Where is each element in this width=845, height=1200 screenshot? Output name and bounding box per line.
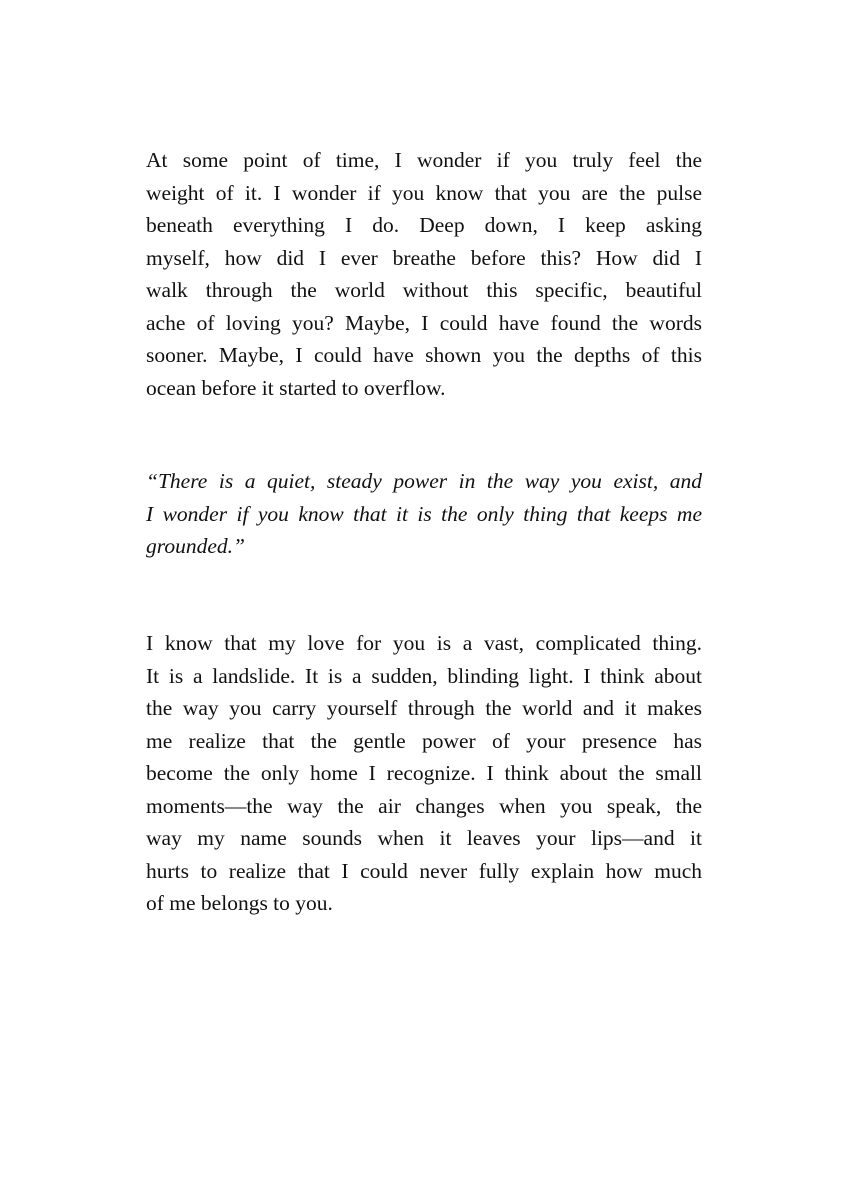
paragraph-2-line: It is a landslide. It is a sudden, blinding light. I think about [146, 663, 702, 688]
paragraph-2-line: hurts to realize that I could never fully explain how much [146, 858, 702, 883]
paragraph-2-line: me realize that the gentle power of your presence has [146, 728, 702, 753]
paragraph-1-line: beneath everything I do. Deep down, I keep asking [146, 213, 702, 237]
paragraph-2-line: the way you carry yourself through the world and it makes [146, 696, 702, 720]
paragraph-2-line: of me belongs to you. [146, 891, 333, 915]
paragraph-2-line: become the only home I recognize. I think about the small [146, 761, 702, 785]
pull-quote-line: “There is a quiet, steady power in the way you exist, and [146, 469, 702, 493]
paragraph-1-line: weight of it. I wonder if you know that you are the pulse [146, 180, 702, 205]
paragraph-2-line: moments—the way the air changes when you speak, the [146, 793, 702, 818]
paragraph-2 [146, 627, 702, 920]
paragraph-2-line: I know that my love for you is a vast, complicated thing. [146, 631, 702, 655]
pull-quote [146, 465, 702, 563]
paragraph-1-line: At some point of time, I wonder if you truly feel the [146, 148, 702, 172]
paragraph-1-line: walk through the world without this specific, beautiful [146, 278, 702, 302]
paragraph-1 [146, 144, 702, 404]
paragraph-1-line: sooner. Maybe, I could have shown you the depths of this [146, 343, 702, 367]
paragraph-2-line: way my name sounds when it leaves your lips—and it [146, 826, 702, 850]
pull-quote-line: grounded.” [146, 534, 245, 558]
paragraph-1-line: ocean before it started to overflow. [146, 375, 446, 400]
paragraph-1-line: myself, how did I ever breathe before this? How did I [146, 245, 702, 270]
pull-quote-line: I wonder if you know that it is the only thing that keeps me [146, 501, 702, 526]
paragraph-1-line: ache of loving you? Maybe, I could have found the words [146, 310, 702, 335]
